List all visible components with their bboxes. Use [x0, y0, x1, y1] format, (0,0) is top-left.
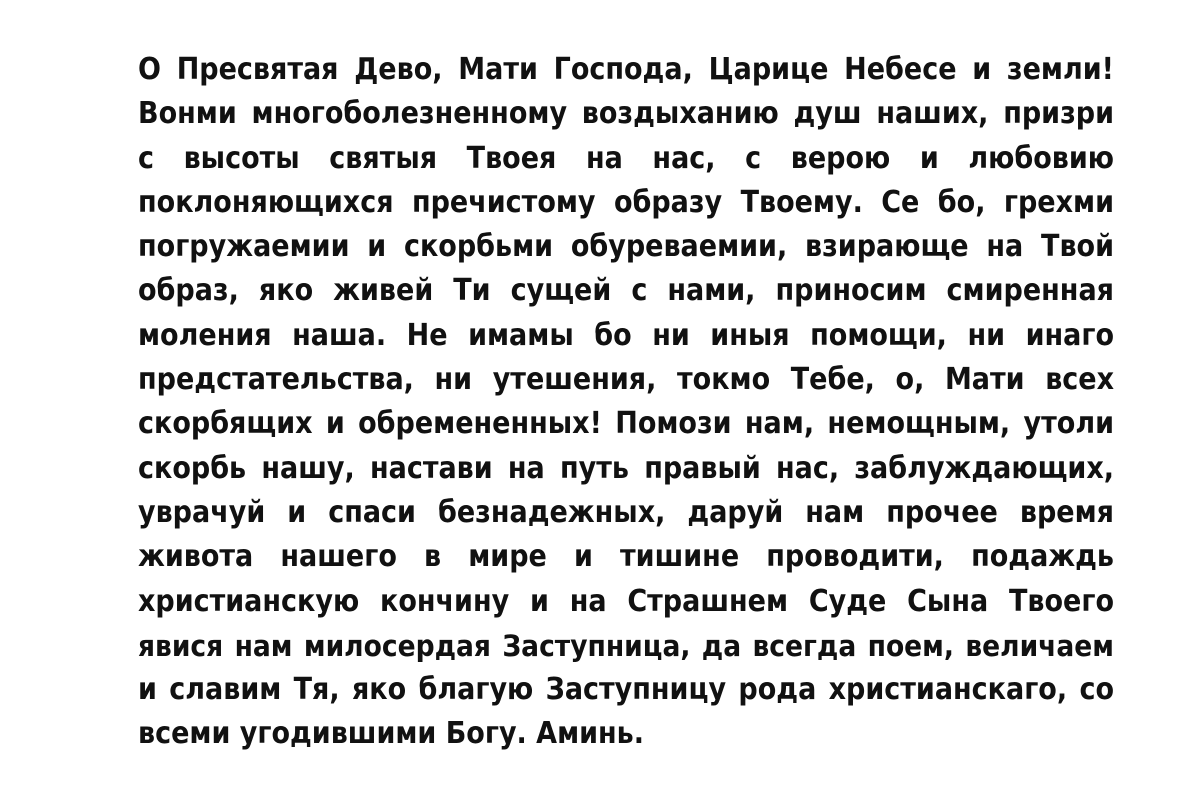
prayer-text [138, 48, 1114, 757]
prayer-line: скорбящих и обремененных! Помози нам, немощным, утоли [138, 406, 1114, 442]
prayer-line: с высоты святыя Твоея на нас, с верою и любовию [138, 140, 1114, 176]
prayer-line: моления наша. Не имамы бо ни иныя помощи, ни инаго [138, 317, 1114, 353]
prayer-line: христианскую кончину и на Страшнем Суде Сына Твоего [138, 583, 1114, 619]
prayer-line: О Пресвятая Дево, Мати Господа, Царице Небесе и земли! [138, 52, 1114, 87]
prayer-line: образ, яко живей Ти сущей с нами, приносим смиренная [138, 273, 1114, 309]
prayer-line: живота нашего в мире и тишине проводити, подаждь [138, 539, 1114, 575]
prayer-line: Вонми многоболезненному воздыханию душ наших, призри [138, 96, 1114, 132]
prayer-line: уврачуй и спаси безнадежных, даруй нам прочее время [138, 494, 1114, 530]
prayer-line: скорбь нашу, настави на путь правый нас, заблуждающих, [138, 450, 1114, 486]
prayer-line: поклоняющихся пречистому образу Твоему. Се бо, грехми [138, 184, 1114, 220]
prayer-line: явися нам милосердая Заступница, да всегда поем, величаем [138, 628, 1114, 663]
prayer-line: предстательства, ни утешения, токмо Тебе, о, Мати всех [138, 362, 1114, 398]
prayer-line: и славим Тя, яко благую Заступницу рода христианскаго, со [138, 672, 1114, 708]
prayer-line: всеми угодившими Богу. Аминь. [138, 716, 645, 752]
prayer-line: погружаемии и скорбьми обуреваемии, взирающе на Твой [138, 229, 1114, 265]
